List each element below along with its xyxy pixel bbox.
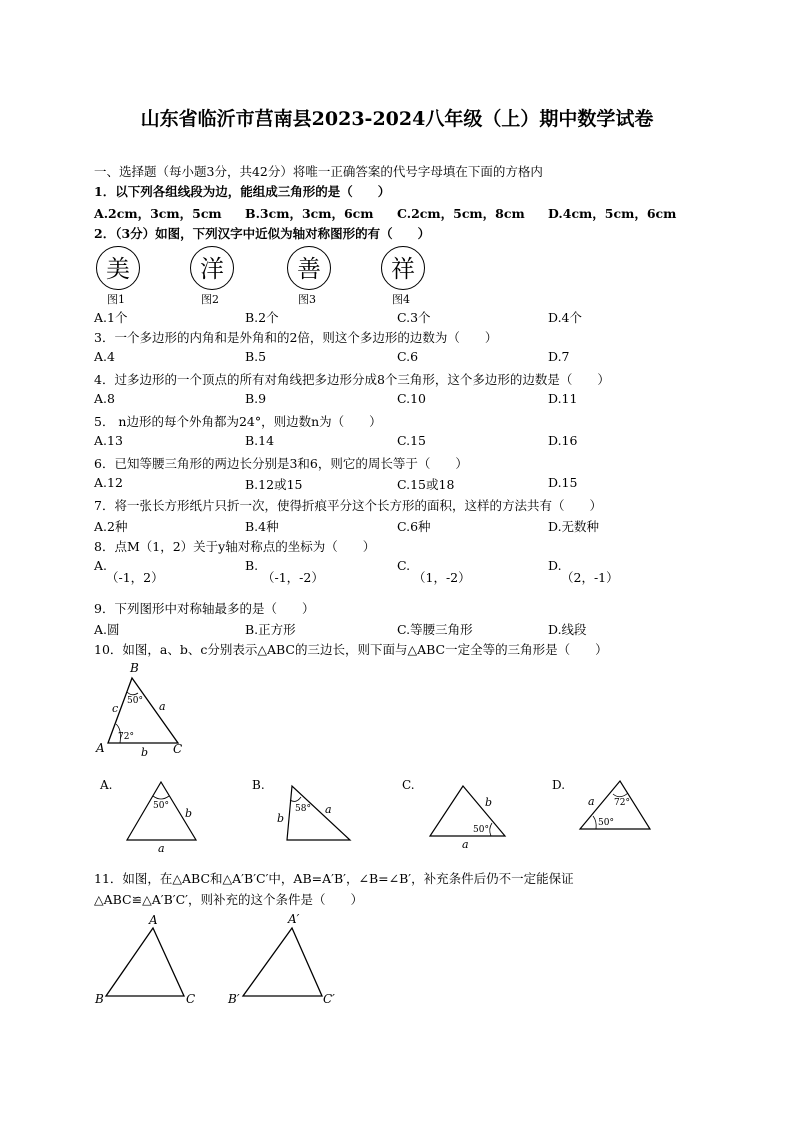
q5-stem: 5． n边形的每个外角都为24°，则边数n为（ ） [94, 414, 382, 429]
q8-option-d-letter: D. [548, 558, 562, 573]
q10-main-side-b: b [141, 746, 149, 759]
q7-stem: 7．将一张长方形纸片只折一次，使得折痕平分这个长方形的面积，这样的方法共有（ ） [94, 498, 602, 513]
q10-choice-b-letter: B. [252, 778, 265, 792]
q1-option-b: B.3cm，3cm，6cm [245, 206, 374, 221]
q3-option-c: C.6 [397, 349, 419, 364]
q10-main-vertex-a: A [96, 741, 105, 755]
q6-option-b: B.12或15 [245, 477, 303, 492]
q4-option-a: A.8 [94, 391, 115, 406]
q2-char-xiang: 祥 [381, 246, 425, 290]
q2-caption-2: 图2 [201, 293, 219, 306]
q1-option-c: C.2cm，5cm，8cm [397, 206, 525, 221]
q10-choice-d-letter: D. [552, 778, 566, 792]
q1-option-d: D.4cm，5cm，6cm [548, 206, 677, 221]
q10-main-angle-arc-b [127, 692, 138, 695]
q7-option-a: A.2种 [94, 519, 128, 534]
q10-choice-c-side-b: b [485, 796, 493, 809]
q10-choice-d-angle-top: 72° [614, 798, 630, 808]
q10-main-angle-a-label: 72° [118, 732, 134, 742]
q10-main-side-c: c [112, 702, 119, 715]
q2-caption-3: 图3 [298, 293, 316, 306]
q8-stem: 8．点M（1，2）关于y轴对称点的坐标为（ ） [94, 539, 376, 554]
q9-stem: 9．下列图形中对称轴最多的是（ ） [94, 601, 315, 616]
q4-option-c: C.10 [397, 391, 426, 406]
q1-stem: 1．以下列各组线段为边，能组成三角形的是（ ） [94, 184, 391, 199]
q11-triangle-abc-prime [243, 928, 322, 996]
q10-choice-b-angle: 58° [295, 804, 311, 814]
q2-char-shan: 善 [287, 246, 331, 290]
q10-choice-b-arc [290, 797, 301, 801]
q9-option-d: D.线段 [548, 622, 587, 637]
q10-main-vertex-c: C [173, 742, 183, 756]
q10-choice-a-letter: A. [100, 778, 113, 792]
q2-option-b: B.2个 [245, 310, 279, 325]
section-heading: 一、选择题（每小题3分，共42分）将唯一正确答案的代号字母填在下面的方格内 [94, 164, 543, 179]
q6-option-c: C.15或18 [397, 477, 455, 492]
q7-option-d: D.无数种 [548, 519, 600, 534]
q11-triangle-abc [106, 928, 184, 996]
q10-choice-a-angle: 50° [153, 801, 169, 811]
q10-choice-d-arc-left [593, 816, 596, 829]
q3-stem: 3．一个多边形的内角和是外角和的2倍，则这个多边形的边数为（ ） [94, 330, 498, 345]
q7-option-c: C.6种 [397, 519, 431, 534]
q10-choice-c-triangle [430, 786, 505, 836]
q7-option-b: B.4种 [245, 519, 279, 534]
q6-option-d: D.15 [548, 475, 578, 490]
q11-vertex-a: A [149, 913, 158, 927]
q10-choice-b-side-a: a [325, 803, 332, 816]
q8-option-b-letter: B. [245, 558, 259, 573]
q8-option-d-value: （2，-1） [561, 570, 619, 585]
q9-option-b: B.正方形 [245, 622, 296, 637]
q10-choice-a-side-a: a [158, 842, 165, 855]
q10-main-vertex-b: B [130, 661, 139, 675]
q10-stem: 10．如图，a、b、c分别表示△ABC的三边长，则下面与△ABC一定全等的三角形是（ ） [94, 642, 608, 657]
q8-option-c-value: （1，-2） [413, 570, 471, 585]
q9-option-a: A.圆 [94, 622, 120, 637]
q11-vertex-a-prime: A′ [288, 912, 300, 926]
q6-option-a: A.12 [94, 475, 123, 490]
q8-option-b-value: （-1，-2） [262, 570, 324, 585]
q10-choice-d-side-a: a [588, 795, 595, 808]
q5-option-c: C.15 [397, 433, 426, 448]
q5-option-d: D.16 [548, 433, 578, 448]
q10-choice-c-side-a: a [462, 838, 469, 851]
q2-option-c: C.3个 [397, 310, 431, 325]
q10-choice-c-letter: C. [402, 778, 415, 792]
q11-stem-line1: 11．如图，在△ABC和△A′B′C′中，AB=A′B′，∠B=∠B′，补充条件后仍不一定能保证 [94, 871, 574, 886]
q4-option-d: D.11 [548, 391, 578, 406]
q9-option-c: C.等腰三角形 [397, 622, 473, 637]
q10-choice-d-arc-top [613, 793, 628, 797]
q2-option-d: D.4个 [548, 310, 583, 325]
q2-caption-1: 图1 [107, 293, 125, 306]
q8-option-c-letter: C. [397, 558, 411, 573]
q4-stem: 4．过多边形的一个顶点的所有对角线把多边形分成8个三角形，这个多边形的边数是（ ） [94, 372, 610, 387]
q11-vertex-b-prime: B′ [228, 992, 240, 1006]
q11-vertex-c-prime: C′ [323, 992, 335, 1006]
q1-option-a: A.2cm，3cm，5cm [94, 206, 222, 221]
q2-option-a: A.1个 [94, 310, 128, 325]
q10-main-angle-b-label: 50° [127, 696, 143, 706]
q4-option-b: B.9 [245, 391, 267, 406]
q6-stem: 6．已知等腰三角形的两边长分别是3和6，则它的周长等于（ ） [94, 456, 468, 471]
q5-option-b: B.14 [245, 433, 275, 448]
q8-option-a-letter: A. [94, 558, 108, 573]
q10-choice-c-angle: 50° [473, 825, 489, 835]
q11-vertex-b: B [95, 992, 104, 1006]
q2-stem: 2．（3分）如图，下列汉字中近似为轴对称图形的有（ ） [94, 226, 431, 241]
q10-choice-a-arc [153, 796, 169, 799]
q3-option-a: A.4 [94, 349, 115, 364]
page-title: 山东省临沂市莒南县2023-2024八年级（上）期中数学试卷 [140, 108, 654, 130]
q11-vertex-c: C [186, 992, 196, 1006]
q2-char-mei: 美 [96, 246, 140, 290]
q3-option-b: B.5 [245, 349, 267, 364]
q5-option-a: A.13 [94, 433, 123, 448]
q10-main-side-a: a [159, 700, 166, 713]
q2-char-yang: 洋 [190, 246, 234, 290]
q10-choice-c-arc [490, 823, 492, 836]
q2-caption-4: 图4 [392, 293, 410, 306]
q10-choice-a-side-b: b [185, 807, 193, 820]
q10-choice-d-angle-left: 50° [598, 818, 614, 828]
q10-choice-b-side-b: b [277, 812, 285, 825]
q8-option-a-value: （-1，2） [106, 570, 164, 585]
q11-stem-line2: △ABC≌△A′B′C′，则补充的这个条件是（ ） [94, 892, 364, 907]
q3-option-d: D.7 [548, 349, 570, 364]
